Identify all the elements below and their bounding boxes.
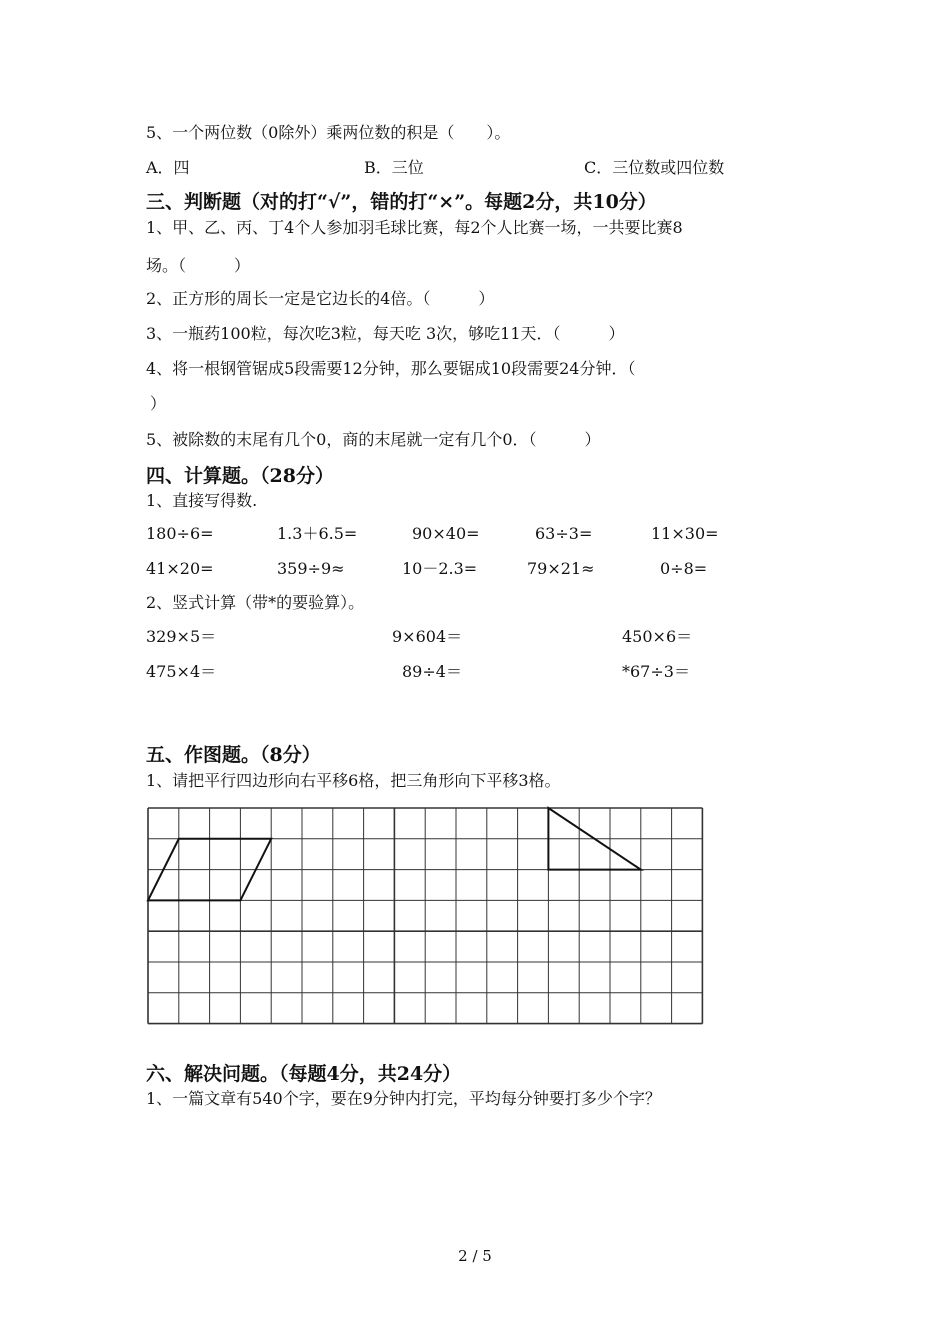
calc-r2-c2: 359÷9≈ (277, 559, 345, 578)
judge-4-line2: ） (150, 394, 167, 413)
vert-r1-c3: 450×6＝ (622, 627, 693, 646)
calc-r2-c5: 0÷8= (660, 559, 708, 578)
grid-lines (148, 808, 702, 1024)
vert-r1-c2: 9×604＝ (392, 627, 463, 646)
option-a: A．四 (146, 158, 190, 177)
vert-r2-c2: 89÷4＝ (402, 662, 462, 681)
section-6-heading: 六、解决问题。（每题4分，共24分） (146, 1063, 462, 1085)
calc-r2-c3: 10－2.3= (402, 559, 478, 578)
calc-r1-c4: 63÷3= (535, 524, 593, 543)
calc-r1-c5: 11×30= (651, 524, 719, 543)
question-5: 5、一个两位数（0除外）乘两位数的积是（ ）。 (146, 123, 511, 142)
problem-1: 1、一篇文章有540个字，要在9分钟内打完，平均每分钟要打多少个字？ (146, 1089, 661, 1108)
calc-r1-c1: 180÷6= (146, 524, 214, 543)
vert-r2-c3: *67÷3＝ (622, 662, 690, 681)
calc-r1-c3: 90×40= (412, 524, 480, 543)
calc-sub-2: 2、竖式计算（带*的要验算）。 (146, 593, 365, 612)
judge-3: 3、一瓶药100粒，每次吃3粒，每天吃 3次，够吃11天．（ ） (146, 324, 625, 343)
section-5-heading: 五、作图题。（8分） (146, 744, 321, 766)
option-b: B．三位 (364, 158, 424, 177)
draw-1: 1、请把平行四边形向右平移6格，把三角形向下平移3格。 (146, 771, 561, 790)
vert-r1-c1: 329×5＝ (146, 627, 217, 646)
judge-5: 5、被除数的末尾有几个0，商的末尾就一定有几个0．（ ） (146, 430, 601, 449)
vert-r2-c1: 475×4＝ (146, 662, 217, 681)
judge-2: 2、正方形的周长一定是它边长的4倍。（ ） (146, 289, 495, 308)
page-number: 2 / 5 (458, 1247, 492, 1265)
judge-1-line1: 1、甲、乙、丙、丁4个人参加羽毛球比赛，每2个人比赛一场，一共要比赛8 (146, 218, 683, 237)
section-3-heading: 三、判断题（对的打“√”，错的打“×”。每题2分，共10分） (146, 191, 657, 213)
judge-4-line1: 4、将一根钢管锯成5段需要12分钟，那么要锯成10段需要24分钟．（ (146, 359, 636, 378)
calc-r2-c1: 41×20= (146, 559, 214, 578)
option-c: C．三位数或四位数 (584, 158, 725, 177)
judge-1-line2: 场。（ ） (146, 256, 251, 275)
calc-r1-c2: 1.3＋6.5= (277, 524, 358, 543)
calc-r2-c4: 79×21≈ (527, 559, 595, 578)
calc-sub-1: 1、直接写得数. (146, 491, 258, 510)
section-4-heading: 四、计算题。（28分） (146, 465, 334, 487)
